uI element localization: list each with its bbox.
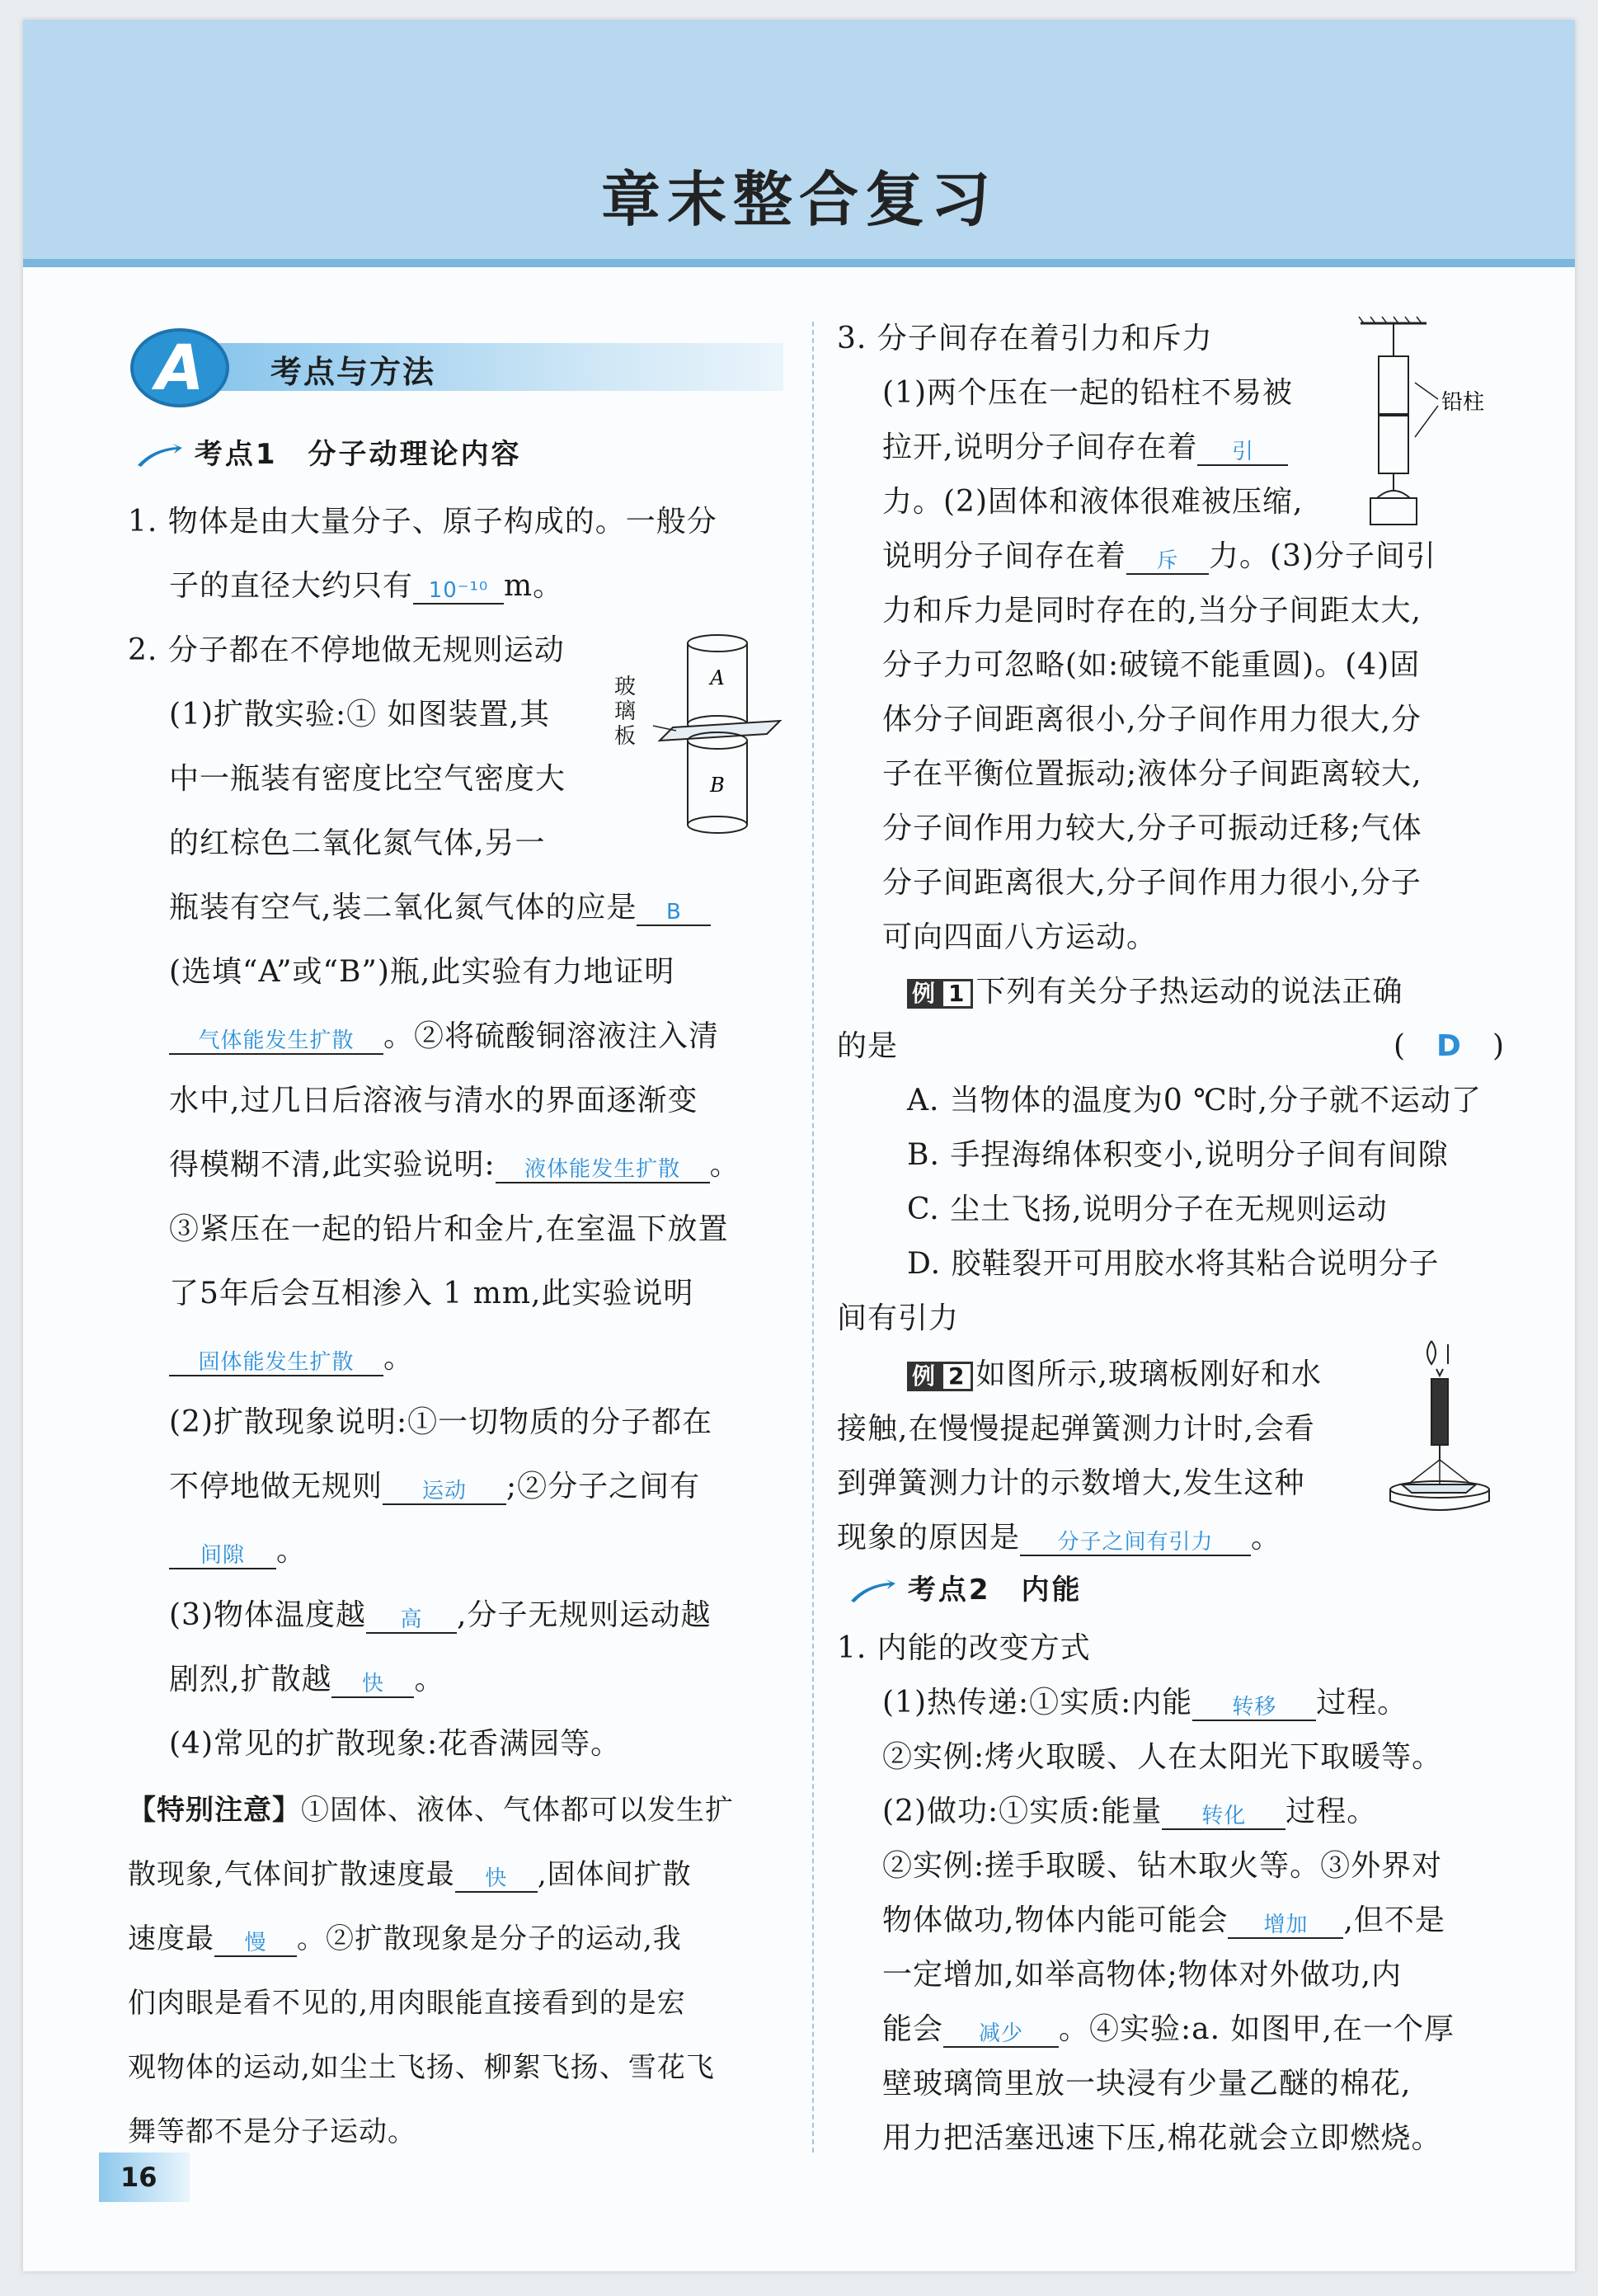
- example2-line4: [837, 1506, 1281, 1570]
- answer-blank: 慢: [214, 1931, 297, 1957]
- text-span: 。: [383, 1341, 415, 1375]
- example1-line1: [907, 960, 1403, 1024]
- answer-blank: 高: [366, 1607, 457, 1634]
- p2-line10: 用力把活塞迅速下压,棉花就会立即燃烧。: [882, 2121, 1442, 2155]
- item2-line7: [169, 1004, 719, 1069]
- text-span: 下列有关分子热运动的说法正确: [975, 975, 1403, 1009]
- text-span: 。: [709, 1148, 740, 1182]
- item2-line2: (1)扩散实验:① 如图装置,其: [169, 698, 551, 732]
- text-span: ①固体、液体、气体都可以发生扩: [301, 1794, 734, 1827]
- p2-line3: ②实例:烤火取暖、人在太阳光下取暖等。: [882, 1740, 1443, 1774]
- item2-line8: 水中,过几日后溶液与清水的界面逐渐变: [169, 1084, 698, 1117]
- column-divider: [812, 322, 814, 2152]
- text-span: 说明分子间存在着: [882, 539, 1127, 573]
- answer-blank: 运动: [383, 1479, 506, 1505]
- text-span: 拉开,说明分子间存在着: [882, 430, 1198, 464]
- text-span: (3)物体温度越: [169, 1598, 366, 1632]
- item2-sub4: (4)常见的扩散现象:花香满园等。: [169, 1727, 622, 1761]
- note-line5: 观物体的运动,如尘土飞扬、柳絮飞扬、雪花飞: [128, 2051, 715, 2084]
- text-span: 物体做功,物体内能可能会: [882, 1903, 1229, 1937]
- item3-line7: 分子力可忽略(如:破镜不能重圆)。(4)固: [882, 648, 1421, 682]
- text-span: ,固体间扩散: [537, 1858, 692, 1891]
- item2-line4: 的红棕色二氧化氮气体,另一: [169, 826, 546, 860]
- answer-blank: 分子之间有引力: [1020, 1530, 1251, 1556]
- example1-option-d2: 间有引力: [837, 1301, 960, 1335]
- example1-answer-letter: D: [1436, 1029, 1462, 1063]
- lead-cylinders-figure: [1352, 313, 1501, 528]
- example1-option-d1: D. 胶鞋裂开可用胶水将其粘合说明分子: [907, 1247, 1440, 1281]
- text-span: 。: [1251, 1521, 1282, 1555]
- text-span: 现象的原因是: [837, 1521, 1021, 1555]
- answer-blank: B: [637, 900, 711, 926]
- spring-scale-figure: [1377, 1336, 1501, 1517]
- answer-blank: 10⁻¹⁰: [413, 578, 504, 605]
- item1-line1: 1. 物体是由大量分子、原子构成的。一般分: [128, 505, 717, 539]
- answer-blank: 固体能发生扩散: [169, 1350, 383, 1376]
- text-span: 能会: [882, 2012, 944, 2046]
- item2-sub2-line1: (2)扩散现象说明:①一切物质的分子都在: [169, 1405, 713, 1439]
- answer-blank: 减少: [943, 2021, 1059, 2048]
- header-rule: [23, 259, 1575, 267]
- text-span: 。: [414, 1663, 445, 1696]
- example-number: 2: [941, 1362, 972, 1391]
- text-span: ,分子无规则运动越: [457, 1598, 712, 1632]
- section-header: [106, 328, 783, 407]
- item2-sub2-line3: [169, 1519, 307, 1583]
- note-line3: [128, 1907, 682, 1971]
- text-span: 。②将硫酸铜溶液注入清: [383, 1019, 720, 1053]
- answer-blank: 斥: [1126, 548, 1209, 575]
- item3-line1: 3. 分子间存在着引力和斥力: [837, 322, 1213, 355]
- item2-line12: [169, 1326, 414, 1390]
- note-line4: 们肉眼是看不见的,用肉眼能直接看到的是宏: [128, 1987, 686, 2020]
- section-title: 考点与方法: [270, 354, 436, 390]
- item2-sub3-line1: [169, 1583, 711, 1648]
- item2-line9: [169, 1133, 740, 1197]
- point2-heading: [849, 1567, 1083, 1607]
- text-span: 过程。: [1285, 1795, 1378, 1828]
- text-span: 。②扩散现象是分子的运动,我: [297, 1922, 682, 1955]
- example1-line2: 的是: [837, 1029, 899, 1063]
- item3-line11: 分子间距离很大,分子间作用力很小,分子: [882, 866, 1422, 900]
- point2-heading-text: 考点2 内能: [907, 1574, 1083, 1607]
- example2-line3: 到弹簧测力计的示数增大,发生这种: [837, 1466, 1305, 1500]
- swoosh-arrow-icon: [849, 1579, 895, 1602]
- text-span: (2)做功:①实质:能量: [882, 1795, 1163, 1828]
- item2-line6: (选填“A”或“B”)瓶,此实验有力地证明: [169, 955, 675, 989]
- answer-blank: 液体能发生扩散: [496, 1157, 710, 1183]
- example-number: 1: [941, 979, 972, 1009]
- item3-line2: (1)两个压在一起的铅柱不易被: [882, 376, 1293, 410]
- item2-sub3-line2: [169, 1648, 444, 1712]
- p2-item1: 1. 内能的改变方式: [837, 1631, 1091, 1665]
- text-span: 子的直径大约只有: [169, 569, 414, 603]
- note-label: 【特别注意】: [128, 1794, 301, 1827]
- item2-line3: 中一瓶装有密度比空气密度大: [169, 762, 566, 796]
- text-span: m。: [504, 569, 564, 603]
- item3-line12: 可向四面八方运动。: [882, 920, 1158, 954]
- note-line2: [128, 1842, 692, 1907]
- item3-line6: 力和斥力是同时存在的,当分子间距太大,: [882, 594, 1422, 628]
- text-span: 过程。: [1316, 1686, 1408, 1720]
- example1-option-a: A. 当物体的温度为0 ℃时,分子就不运动了: [907, 1084, 1482, 1117]
- text-span: (1)热传递:①实质:内能: [882, 1686, 1193, 1720]
- item2-sub2-line2: [169, 1455, 700, 1519]
- answer-blank: 气体能发生扩散: [169, 1028, 383, 1055]
- swoosh-arrow-icon: [136, 444, 182, 467]
- answer-blank: 间隙: [169, 1543, 276, 1569]
- lead-cylinder-label: 铅柱: [1441, 390, 1485, 415]
- note-line1: [128, 1778, 734, 1842]
- section-bar: [155, 343, 783, 391]
- text-span: 。: [276, 1534, 308, 1568]
- example-badge: 例: [907, 979, 941, 1009]
- example1-answer: ( D ): [1394, 1029, 1505, 1063]
- text-span: 。④实验:a. 如图甲,在一个厚: [1059, 2012, 1455, 2046]
- example1-option-b: B. 手捏海绵体积变小,说明分子间有间隙: [907, 1138, 1449, 1172]
- item3-line9: 子在平衡位置振动;液体分子间距离较大,: [882, 757, 1422, 791]
- p2-line7: 一定增加,如举高物体;物体对外做功,内: [882, 1958, 1403, 1992]
- note-line6: 舞等都不是分子运动。: [128, 2115, 416, 2148]
- text-span: 如图所示,玻璃板刚好和水: [975, 1357, 1322, 1391]
- answer-blank: 引: [1197, 440, 1288, 466]
- text-span: 力。(3)分子间引: [1209, 539, 1437, 573]
- text-span: 散现象,气体间扩散速度最: [128, 1858, 455, 1891]
- point1-heading-text: 考点1 分子动理论内容: [194, 438, 522, 471]
- item3-line10: 分子间作用力较大,分子可振动迁移;气体: [882, 812, 1422, 845]
- chapter-title: 章末整合复习: [600, 165, 997, 234]
- text-span: 速度最: [128, 1922, 214, 1955]
- answer-blank: 转移: [1192, 1695, 1316, 1721]
- text-span: 剧烈,扩散越: [169, 1663, 332, 1696]
- item1-line2: [169, 554, 563, 619]
- page-number: 16: [99, 2152, 190, 2202]
- bottle-b-label: B: [710, 774, 725, 797]
- glass-plate-label: 玻璃板: [614, 675, 637, 749]
- item2-line1: 2. 分子都在不停地做无规则运动: [128, 633, 565, 667]
- text-span: ,但不是: [1343, 1903, 1445, 1937]
- text-span: 瓶装有空气,装二氧化氮气体的应是: [169, 891, 637, 925]
- section-letter: A: [155, 331, 204, 404]
- answer-blank: 快: [455, 1866, 538, 1893]
- item3-line8: 体分子间距离很小,分子间作用力很大,分: [882, 703, 1422, 736]
- text-span: ;②分子之间有: [506, 1470, 701, 1503]
- item3-line4: 力。(2)固体和液体很难被压缩,: [882, 485, 1304, 519]
- p2-line9: 壁玻璃筒里放一块浸有少量乙醚的棉花,: [882, 2067, 1412, 2101]
- example1-option-c: C. 尘土飞扬,说明分子在无规则运动: [907, 1193, 1388, 1226]
- text-span: 得模糊不清,此实验说明:: [169, 1148, 496, 1182]
- text-span: 不停地做无规则: [169, 1470, 383, 1503]
- item2-line5: [169, 876, 711, 940]
- point1-heading: [136, 431, 522, 472]
- example2-line2: 接触,在慢慢提起弹簧测力计时,会看: [837, 1412, 1315, 1446]
- bottle-a-label: A: [710, 666, 725, 689]
- answer-blank: 增加: [1228, 1913, 1343, 1939]
- answer-blank: 转化: [1162, 1804, 1285, 1830]
- example-badge: 例: [907, 1362, 941, 1391]
- section-badge: [130, 328, 229, 407]
- item2-line10: ③紧压在一起的铅片和金片,在室温下放置: [169, 1212, 729, 1246]
- p2-line5: ②实例:搓手取暖、钻木取火等。③外界对: [882, 1849, 1443, 1883]
- answer-blank: 快: [331, 1672, 414, 1698]
- item2-line11: 了5年后会互相渗入 1 mm,此实验说明: [169, 1277, 694, 1310]
